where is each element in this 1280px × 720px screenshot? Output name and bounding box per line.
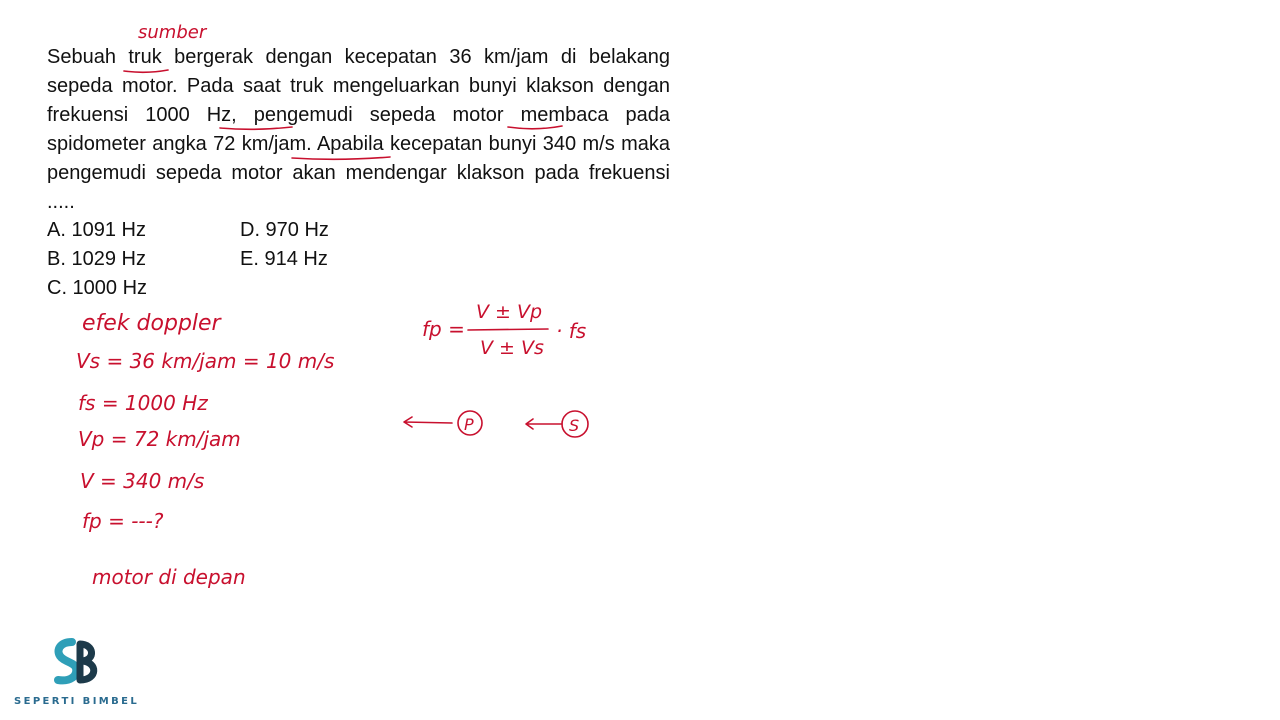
arrow-observer bbox=[404, 417, 452, 427]
annotation-fp: fp = ---? bbox=[82, 509, 164, 533]
annotation-sumber: sumber bbox=[138, 22, 207, 43]
seperti-bimbel-logo bbox=[14, 636, 138, 714]
option-c: C. 1000 Hz bbox=[47, 277, 148, 299]
formula-rhs: · fs bbox=[556, 319, 587, 343]
option-e: E. 914 Hz bbox=[240, 248, 328, 270]
annotation-fs: fs = 1000 Hz bbox=[78, 391, 208, 415]
formula-lhs: fp = bbox=[422, 317, 465, 341]
option-d: D. 970 Hz bbox=[240, 219, 329, 241]
annotation-note: motor di depan bbox=[92, 565, 246, 589]
circle-observer bbox=[458, 411, 482, 435]
option-a: A. 1091 Hz bbox=[47, 219, 146, 241]
annotation-vp: Vp = 72 km/jam bbox=[78, 427, 241, 451]
formula-denominator: V ± Vs bbox=[480, 337, 544, 359]
label-s: S bbox=[569, 416, 580, 435]
sb-logo-icon bbox=[50, 636, 102, 688]
formula-numerator: V ± Vp bbox=[476, 301, 543, 323]
arrow-source bbox=[526, 419, 562, 429]
annotation-heading: efek doppler bbox=[82, 311, 221, 336]
option-b: B. 1029 Hz bbox=[47, 248, 146, 270]
formula-fraction-bar bbox=[468, 329, 548, 330]
question-text: Sebuah truk bergerak dengan kecepatan 36 km/jam di belakang sepeda motor. Pada saat truk mengeluarkan bunyi klakson dengan frekuensi 1000 Hz, pengemudi sepeda motor membaca pada spidometer angka 72 km/jam. Apabila kecepatan bunyi 340 m/s maka pengemudi sepeda motor akan mendengar klakson pada frekuensi ..... bbox=[47, 46, 670, 213]
annotation-vs: Vs = 36 km/jam = 10 m/s bbox=[76, 349, 335, 373]
logo-wordmark: SEPERTI BIMBEL bbox=[14, 696, 140, 707]
label-p: P bbox=[464, 415, 474, 434]
circle-source bbox=[562, 411, 588, 437]
annotation-v: V = 340 m/s bbox=[80, 469, 205, 493]
